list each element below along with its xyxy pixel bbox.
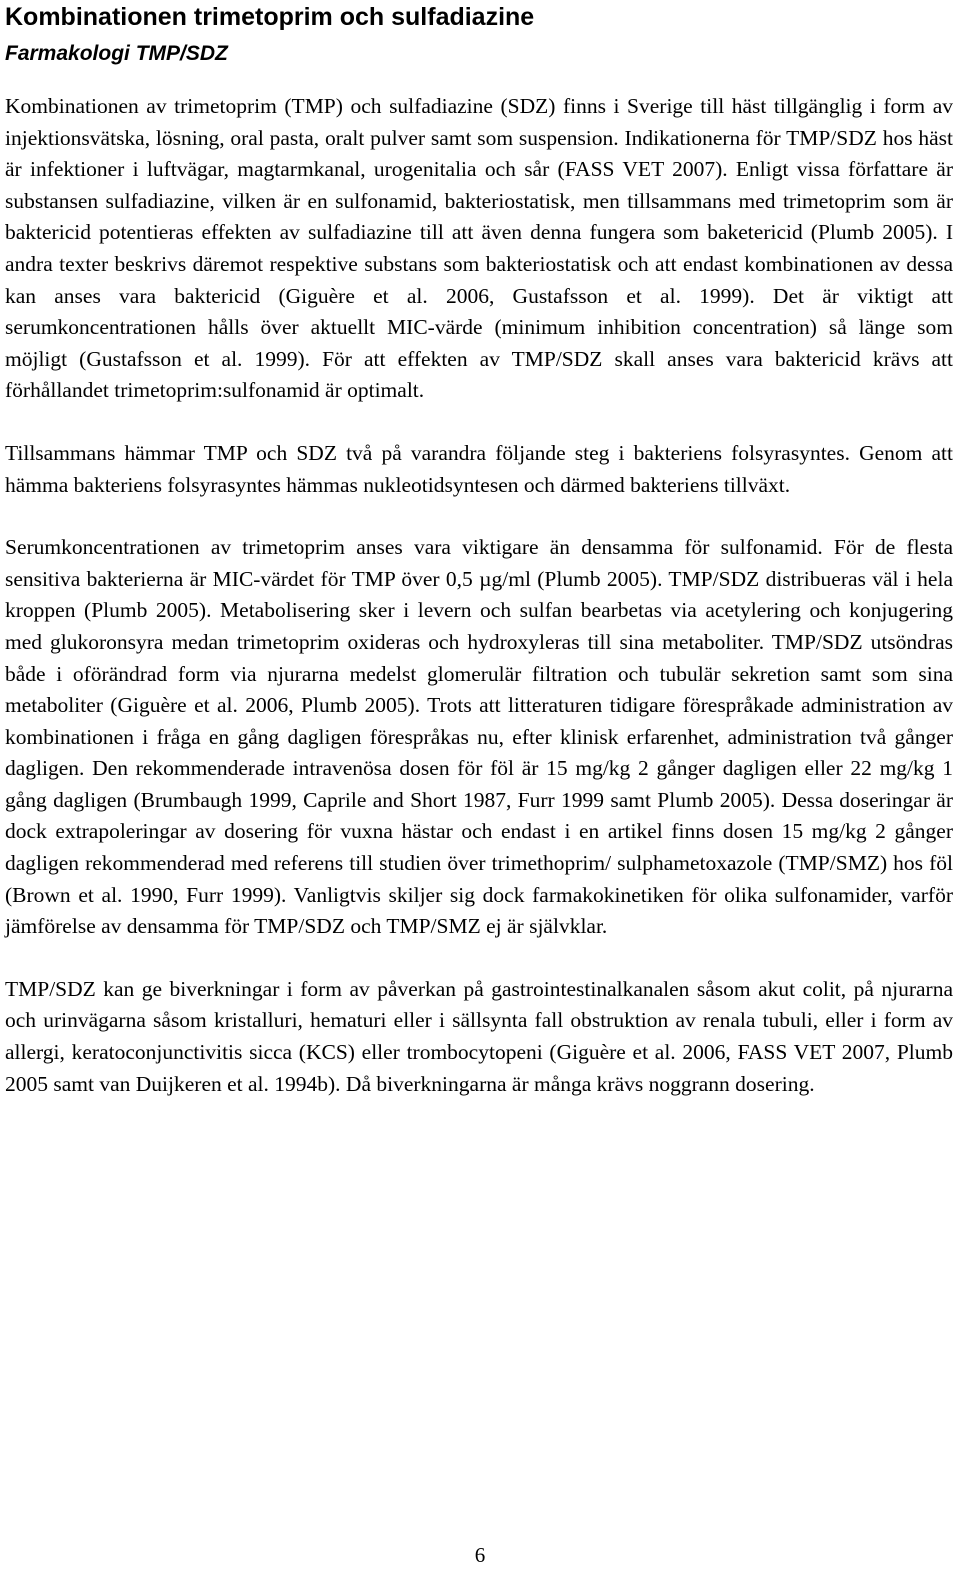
paragraph-indications: Kombinationen av trimetoprim (TMP) och sulfadiazine (SDZ) finns i Sverige till häst tillgänglig i form av injektionsvätska, lösning, oral pasta, oralt pulver samt som suspension. Indikationerna för TMP/SDZ hos häst är infektioner i luftvägar, magtarmkanal, urogenitalia och sår (FASS VET 2007). Enligt vissa författare är substansen sulfadiazine, vilken är en sulfonamid, bakteriostatisk, men tillsammans med trimetoprim som är baktericid potentieras effekten av sulfadiazine till att även denna fungera som baketericid (Plumb 2005). I andra texter beskrivs däremot respektive substans som bakteriostatisk och att endast kombinationen av dessa kan anses vara baktericid (Giguère et al. 2006, Gustafsson et al. 1999). Det är viktigt att serumkoncentrationen hålls över aktuellt MIC-värde (minimum inhibition concentration) så länge som möjligt (Gustafsson et al. 1999). För att effekten av TMP/SDZ skall anses vara baktericid krävs att förhållandet trimetoprim:sulfonamid är optimalt. <box>5 94 953 403</box>
paragraph-mechanism: Tillsammans hämmar TMP och SDZ två på varandra följande steg i bakteriens folsyrasyntes. Genom att hämma bakteriens folsyrasyntes hämmas nukleotidsyntesen och därmed bakteriens tillväxt. <box>5 440 953 497</box>
paragraph-side-effects: TMP/SDZ kan ge biverkningar i form av påverkan på gastrointestinalkanalen såsom akut colit, på njurarna och urinvägarna såsom kristalluri, hematuri eller i sällsynta fall obstruktion av renala tubuli, eller i form av allergi, keratoconjunctivitis sicca (KCS) eller trombocytopeni (Giguère et al. 2006, FASS VET 2007, Plumb 2005 samt van Duijkeren et al. 1994b). Då biverkningarna är många krävs noggrann dosering. <box>5 976 953 1096</box>
paragraph-pharmacokinetics: Serumkoncentrationen av trimetoprim anses vara viktigare än densamma för sulfonamid. För de flesta sensitiva bakterierna är MIC-värdet för TMP över 0,5 µg/ml (Plumb 2005). TMP/SDZ distribueras väl i hela kroppen (Plumb 2005). Metabolisering sker i levern och sulfan bearbetas via acetylering och konjugering med glukoronsyra medan trimetoprim oxideras och hydroxyleras till sina metaboliter. TMP/SDZ utsöndras både i oförändrad form via njurarna medelst glomerulär filtration och tubulär sekretion samt som sina metaboliter (Giguère et al. 2006, Plumb 2005). Trots att litteraturen tidigare förespråkade administration av kombinationen i fråga en gång dagligen förespråkas nu, efter klinisk erfarenhet, administration två gånger dagligen. Den rekommenderade intravenösa dosen för föl är 15 mg/kg 2 gånger dagligen eller 22 mg/kg 1 gång dagligen (Brumbaugh 1999, Caprile and Short 1987, Furr 1999 samt Plumb 2005). Dessa doseringar är dock extrapoleringar av dosering för vuxna hästar och endast i en artikel finns dosen 15 mg/kg 2 gånger dagligen rekommenderad med referens till studien över trimethoprim/ sulphametoxazole (TMP/SMZ) hos föl (Brown et al. 1990, Furr 1999). Vanligtvis skiljer sig dock farmakokinetiken för olika sulfonamider, varför jämförelse av densamma för TMP/SDZ och TMP/SMZ ej är självklar. <box>5 535 953 939</box>
page-title: Kombinationen trimetoprim och sulfadiazine <box>5 3 535 31</box>
section-subtitle: Farmakologi TMP/SDZ <box>5 42 228 65</box>
page-number: 6 <box>474 1543 486 1567</box>
document-page <box>5 0 953 1100</box>
